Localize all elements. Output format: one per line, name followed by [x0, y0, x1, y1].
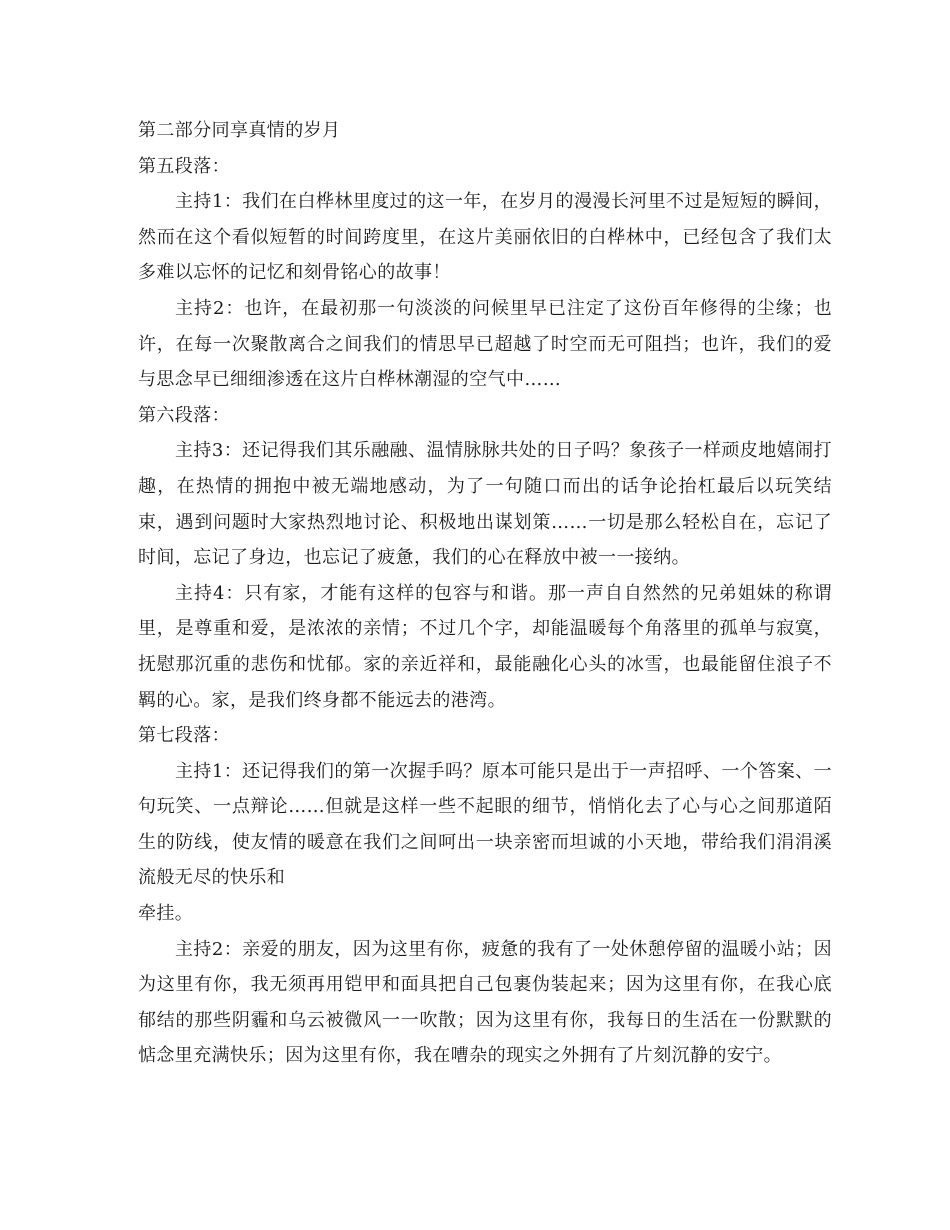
document-body	[138, 113, 832, 1074]
paragraph-heading-5: 第五段落：	[138, 155, 230, 177]
section-title: 第二部分同享真情的岁月	[138, 120, 341, 141]
body-paragraph: 主持3：还记得我们其乐融融、温情脉脉共处的日子吗？象孩子一样顽皮地嬉闹打趣，在热情的拥抱中被无端地感动，为了一句随口而出的话争论抬杠最后以玩笑结束，遇到问题时大家热烈地讨论、积极地出谋划策……一切是那么轻松自在，忘记了时间，忘记了身边，也忘记了疲惫，我们的心在释放中被一一接纳。	[138, 440, 832, 569]
body-paragraph: 主持2：也许，在最初那一句淡淡的问候里早已注定了这份百年修得的尘缘；也许，在每一次聚散离合之间我们的情思早已超越了时空而无可阻挡；也许，我们的爱与思念早已细细渗透在这片白桦林潮湿的空气中……	[138, 297, 832, 391]
body-paragraph: 主持1：还记得我们的第一次握手吗？原本可能只是出于一声招呼、一个答案、一句玩笑、一点辩论……但就是这样一些不起眼的细节，悄悄化去了心与心之间那道陌生的防线，使友情的暖意在我们之间呵出一块亲密而坦诚的小天地，带给我们涓涓溪流般无尽的快乐和	[138, 760, 832, 889]
body-paragraph: 主持4：只有家，才能有这样的包容与和谐。那一声自自然然的兄弟姐妹的称谓里，是尊重和爱，是浓浓的亲情；不过几个字，却能温暖每个角落里的孤单与寂寞，抚慰那沉重的悲伤和忧郁。家的亲近祥和，最能融化心头的冰雪，也最能留住浪子不羁的心。家，是我们终身都不能远去的港湾。	[138, 582, 832, 711]
body-paragraph-continuation: 牵挂。	[138, 903, 194, 925]
paragraph-heading-6: 第六段落：	[138, 404, 230, 426]
paragraph-heading-7: 第七段落：	[138, 725, 230, 747]
body-paragraph: 主持1：我们在白桦林里度过的这一年，在岁月的漫漫长河里不过是短短的瞬间，然而在这个看似短暂的时间跨度里，在这片美丽依旧的白桦林中，已经包含了我们太多难以忘怀的记忆和刻骨铭心的故事！	[138, 191, 832, 284]
body-paragraph: 主持2：亲爱的朋友，因为这里有你，疲惫的我有了一处休憩停留的温暖小站；因为这里有你，我无须再用铠甲和面具把自己包裹伪装起来；因为这里有你，在我心底郁结的那些阴霾和乌云被微风一一吹散；因为这里有你，我每日的生活在一份默默的惦念里充满快乐；因为这里有你，我在嘈杂的现实之外拥有了片刻沉静的安宁。	[138, 938, 832, 1067]
